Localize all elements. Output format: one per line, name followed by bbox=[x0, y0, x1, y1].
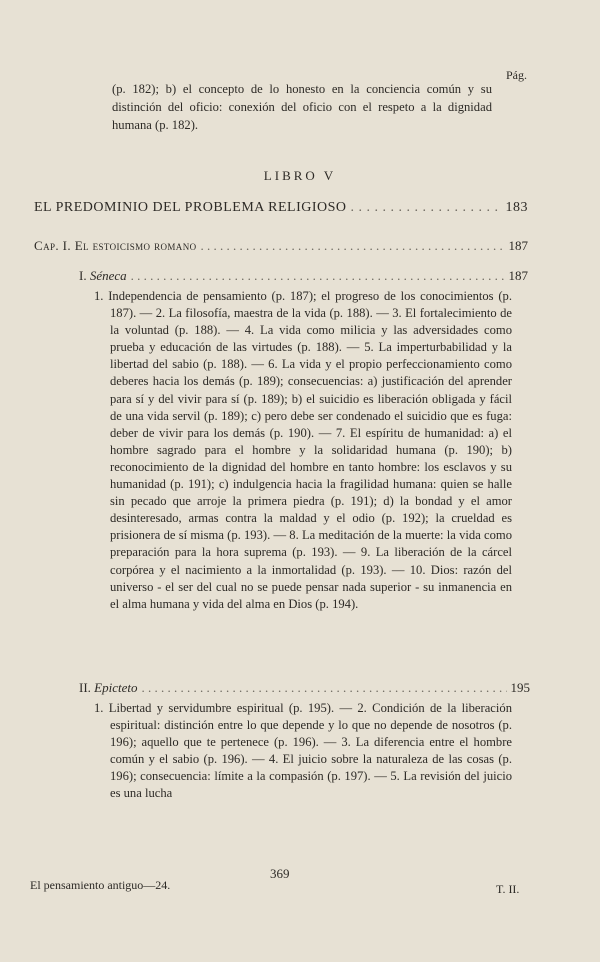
toc-entry-section-seneca bbox=[79, 268, 528, 284]
section-title: I. Séneca bbox=[79, 268, 127, 283]
leader-dots bbox=[131, 268, 505, 284]
chapter-page: 187 bbox=[508, 238, 528, 253]
page-number: 369 bbox=[270, 866, 290, 881]
section-page: 187 bbox=[508, 268, 528, 283]
continuation-paragraph: (p. 182); b) el concepto de lo honesto en la conciencia común y su distinción del oficio: conexión del oficio con el respeto a la dignidad humana (p. 182). bbox=[112, 82, 492, 132]
section-summary-epicteto: 1. Libertad y servidumbre espiritual (p. 195). — 2. Condición de la liberación espiritual: distinción entre lo que depende y lo que no depende de nosotros (p. 196); aquello que te pertenece (p. 196). — 3. La diferencia entre el hombre común y el sabio (p. 196). — 4. El juicio sobre la naturaleza de las cosas (p. 196); consecuencia: límite a la compasión (p. 197). — 5. La revisión del juicio es una lucha bbox=[94, 701, 512, 801]
footer-volume: T. II. bbox=[496, 882, 520, 896]
section-title: II. Epicteto bbox=[79, 680, 138, 695]
book-heading: LIBRO V bbox=[263, 168, 337, 183]
part-page: 183 bbox=[505, 200, 528, 215]
footer-signature: El pensamiento antiguo—24. bbox=[30, 878, 171, 892]
leader-dots bbox=[351, 200, 502, 216]
part-title: EL PREDOMINIO DEL PROBLEMA RELIGIOSO bbox=[34, 200, 347, 215]
section-page: 195 bbox=[510, 680, 530, 695]
leader-dots bbox=[201, 238, 505, 254]
toc-entry-section-epicteto bbox=[79, 680, 530, 696]
page-column-header: Pág. bbox=[506, 68, 527, 82]
toc-entry-part bbox=[34, 200, 528, 216]
toc-entry-chapter bbox=[34, 238, 528, 254]
chapter-title: Cap. I. El estoicismo romano bbox=[34, 238, 197, 253]
leader-dots bbox=[142, 680, 507, 696]
section-summary-seneca: 1. Independencia de pensamiento (p. 187); el progreso de los conocimientos (p. 187). — 2. La filosofía, maestra de la vida (p. 188). — 3. El fortalecimiento de la voluntad (p. 188). — 4. La vida como milicia y las adversidades como prueba y educación de las virtudes (p. 188). — 5. La imperturbabilidad y la libertad del sabio (p. 188). — 6. La vida y el propio perfeccionamiento como deberes hacia los demás (p. 189); consecuencias: a) justificación del aprender para sí y del vivir para sí (p. 189); b) el suicidio es liberación obligada y fácil de una vida servil (p. 189); c) pero debe ser condenado el suicidio que es fuga: deber de vivir para los demás (p. 190). — 7. El espíritu de humanidad: a) el hombre sagrado para el hombre y la solidaridad humana (p. 190); b) reconocimiento de la dignidad del hombre en tanto hombre: los esclavos y su humanidad (p. 191); c) indulgencia hacia la fragilidad humana: quien se halle sin pecado que arroje la primera piedra (p. 191); d) la bondad y el amor desinteresado, armas contra la maldad y el odio (p. 192); la crueldad es prisionera de sí misma (p. 193). — 8. La meditación de la muerte: la vida como preparación para la hora suprema (p. 193). — 9. La liberación de la cárcel corpórea y el nacimiento a la inmortalidad (p. 193). — 10. Dios: razón del universo - el ser del cual no se puede pensar nada superior - su inmanencia en el alma humana y vida del alma en Dios (p. 194). bbox=[94, 289, 512, 611]
